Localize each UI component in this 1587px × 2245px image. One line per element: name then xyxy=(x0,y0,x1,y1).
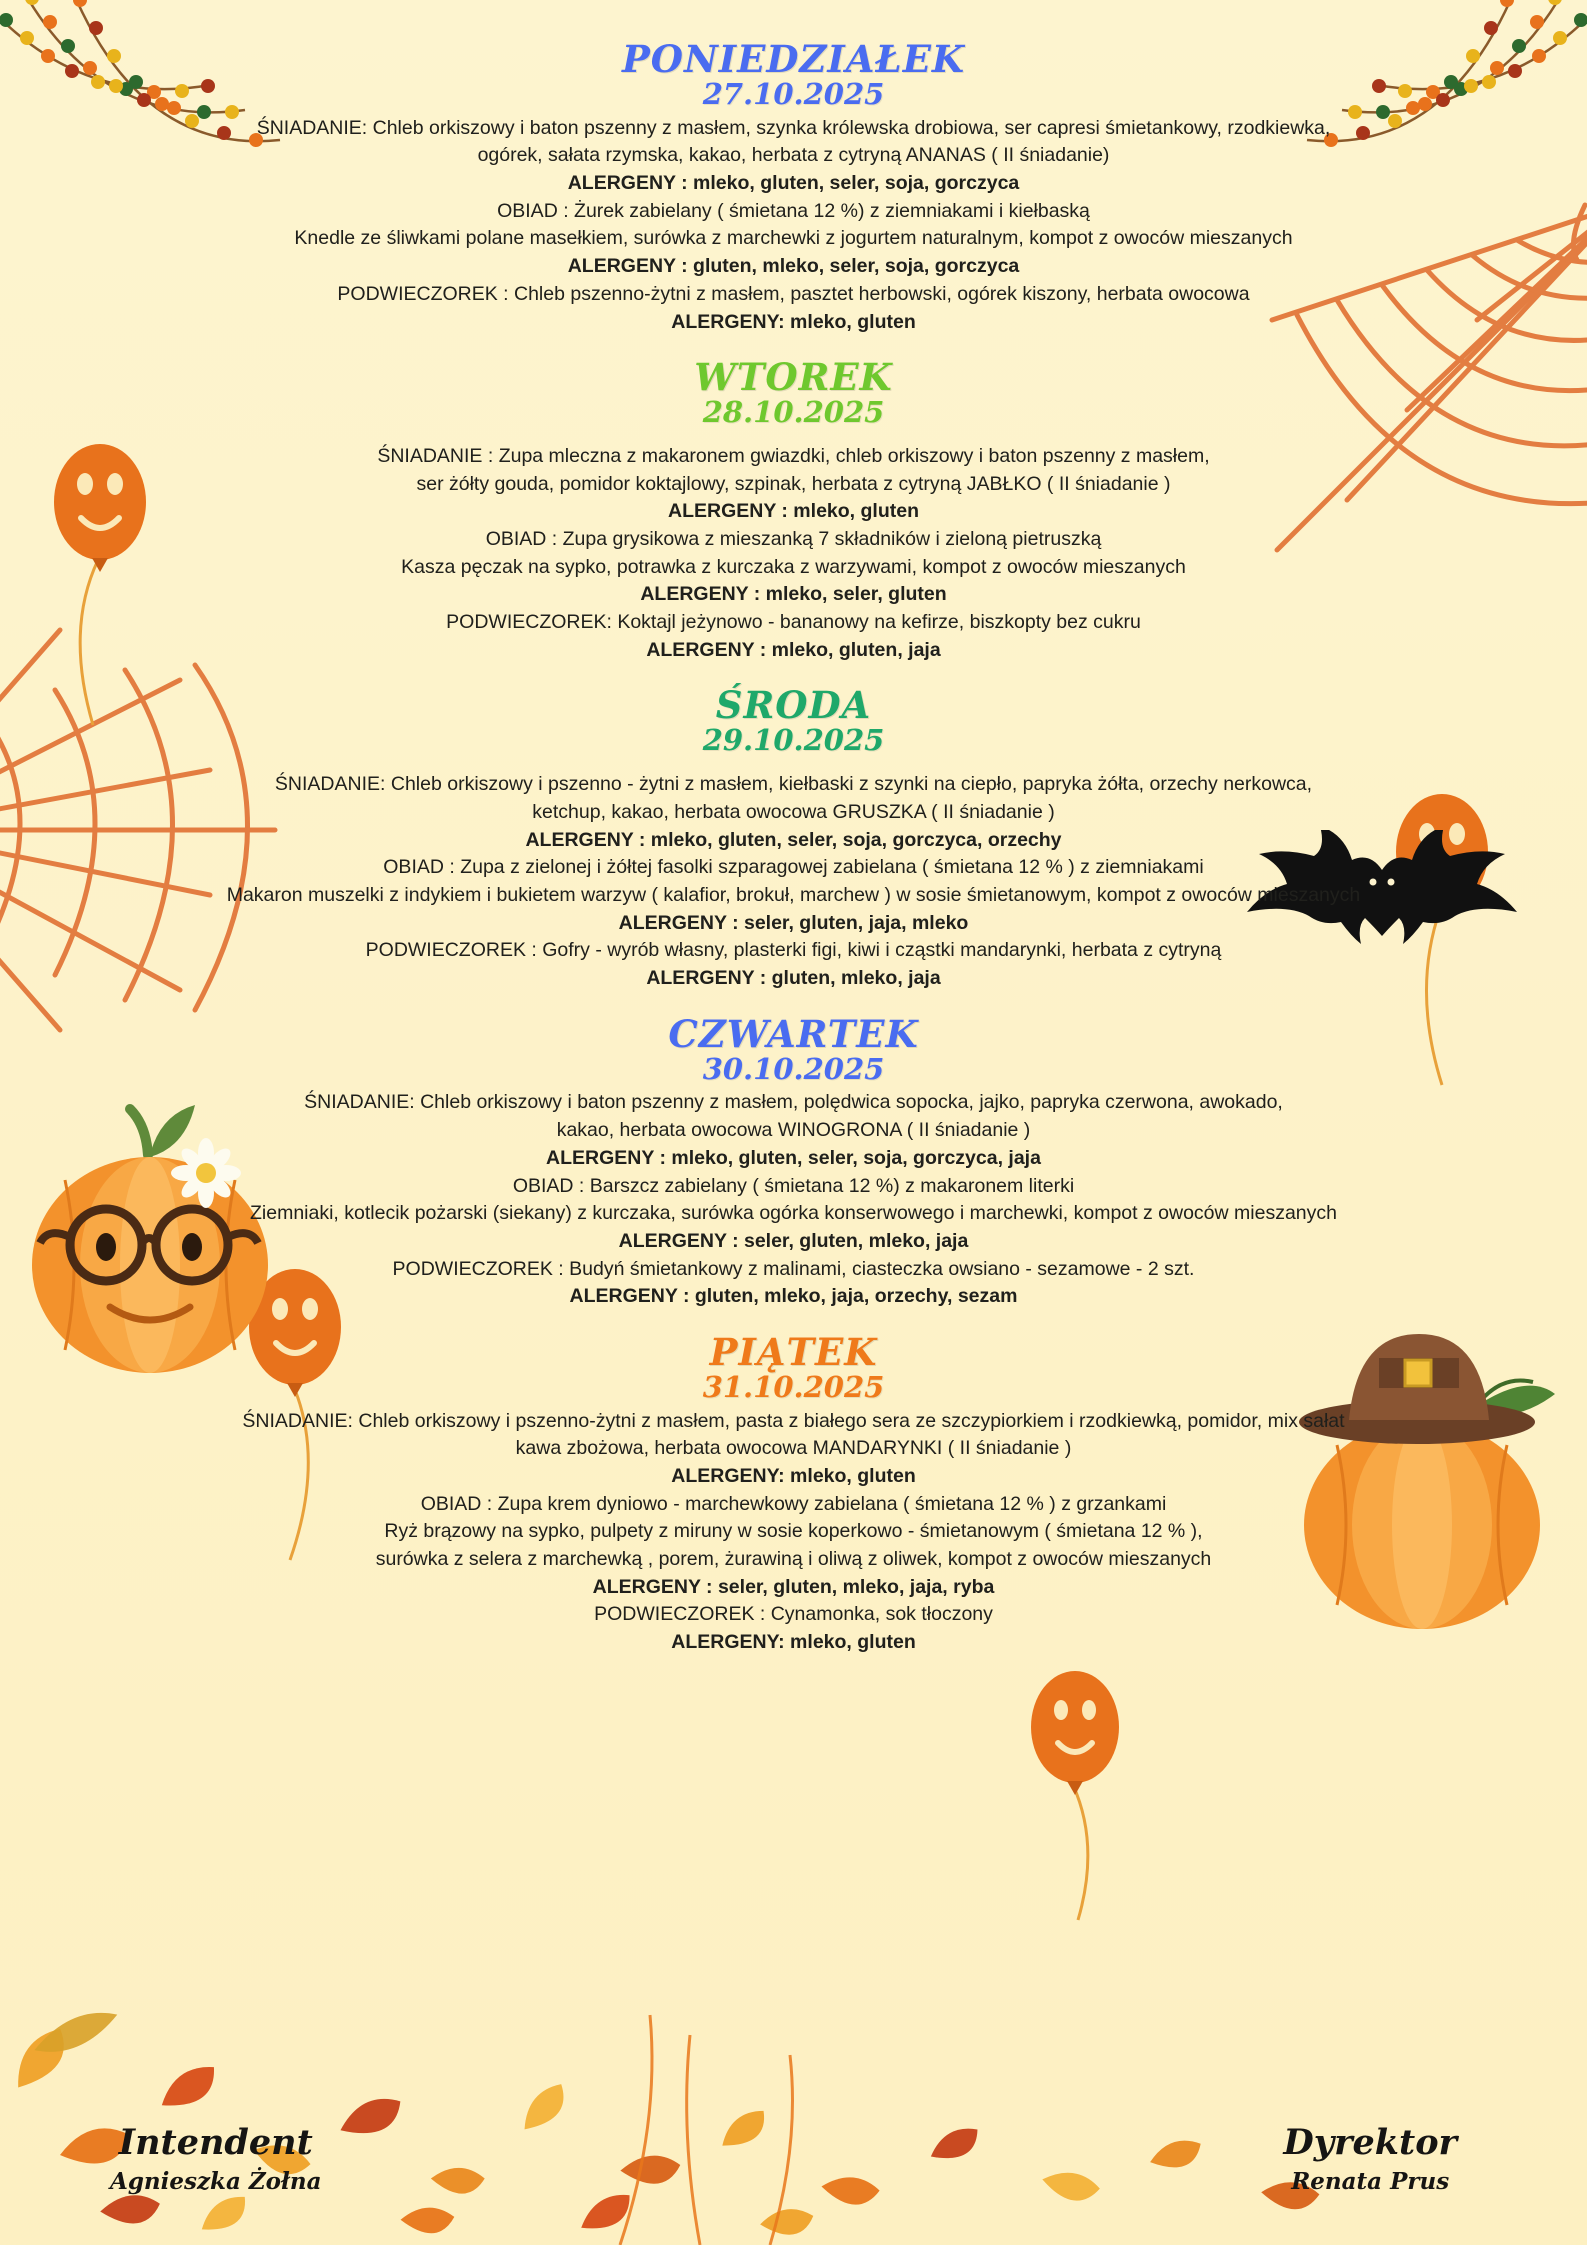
menu-line: OBIAD : Zupa grysikowa z mieszanką 7 składników i zieloną pietruszką xyxy=(485,528,1102,551)
allergens-line: ALERGENY : mleko, gluten xyxy=(667,500,919,523)
menu-line: PODWIECZOREK : Gofry - wyrób własny, plasterki figi, kiwi i cząstki mandarynki, herbata z cytryną xyxy=(365,939,1222,962)
menu-line: ŚNIADANIE: Chleb orkiszowy i baton pszenny z masłem, szynka królewska drobiowa, ser capresi śmietankowy, rzodkiewka, xyxy=(256,116,1331,139)
menu-line: Makaron muszelki z indykiem i bukietem warzyw ( kalafior, brokuł, marchew ) w sosie śmietanowym, kompot z owoców mieszanych xyxy=(226,883,1361,906)
allergens-line: ALERGENY: mleko, gluten xyxy=(671,1631,916,1654)
day-title: PIĄTEK xyxy=(709,1329,878,1374)
day-block-tuesday xyxy=(0,355,1587,664)
allergens-line: ALERGENY : mleko, gluten, seler, soja, gorczyca, orzechy xyxy=(525,828,1062,851)
signature-director xyxy=(1283,2121,1457,2196)
menu-line: Kasza pęczak na sypko, potrawka z kurczaka z warzywami, kompot z owoców mieszanych xyxy=(401,555,1186,578)
balloon-icon xyxy=(1020,1665,1130,1925)
day-date: 29.10.2025 xyxy=(702,723,885,758)
allergens-line: ALERGENY : mleko, gluten, seler, soja, gorczyca, jaja xyxy=(546,1146,1041,1169)
allergens-line: ALERGENY: mleko, gluten xyxy=(671,1465,916,1488)
menu-line: ketchup, kakao, herbata owocowa GRUSZKA ( II śniadanie ) xyxy=(532,800,1055,823)
day-date: 28.10.2025 xyxy=(702,395,885,430)
menu-line: ŚNIADANIE: Chleb orkiszowy i pszenno - żytni z masłem, kiełbaski z szynki na ciepło, papryka żółta, orzechy nerkowca, xyxy=(274,773,1313,796)
allergens-line: ALERGENY : gluten, mleko, jaja, orzechy, sezam xyxy=(569,1285,1018,1308)
menu-line: OBIAD : Zupa z zielonej i żółtej fasolki szparagowej zabielana ( śmietana 12 % ) z ziemniakami xyxy=(383,856,1204,879)
day-block-friday xyxy=(0,1329,1587,1657)
menu-line: ŚNIADANIE: Chleb orkiszowy i pszenno-żytni z masłem, pasta z białego sera ze szczypiorkiem i rzodkiewką, pomidor, mix sałat xyxy=(242,1409,1345,1432)
menu-line: Ryż brązowy na sypko, pulpety z miruny w sosie koperkowo - śmietanowym ( śmietana 12 % ), xyxy=(384,1520,1203,1543)
day-title: PONIEDZIAŁEK xyxy=(621,37,966,81)
menu-line: ŚNIADANIE: Chleb orkiszowy i baton pszenny z masłem, polędwica sopocka, jajko, papryka czerwona, awokado, xyxy=(304,1091,1283,1114)
allergens-line: ALERGENY : mleko, gluten, jaja xyxy=(646,638,941,661)
signature-area xyxy=(0,2075,1587,2205)
signature-intendent xyxy=(110,2121,322,2196)
menu-line: PODWIECZOREK : Chleb pszenno-żytni z masłem, pasztet herbowski, ogórek kiszony, herbata owocowa xyxy=(337,282,1250,305)
menu-line: Knedle ze śliwkami polane masełkiem, surówka z marchewki z jogurtem naturalnym, kompot z owoców mieszanych xyxy=(294,227,1293,250)
day-block-monday xyxy=(0,37,1587,336)
allergens-line: ALERGENY : seler, gluten, mleko, jaja, ryba xyxy=(592,1575,995,1598)
menu-line: PODWIECZOREK : Budyń śmietankowy z malinami, ciasteczka owsiano - sezamowe - 2 szt. xyxy=(392,1257,1195,1280)
menu-line: OBIAD : Żurek zabielany ( śmietana 12 %) z ziemniakami i kiełbaską xyxy=(497,199,1090,222)
day-block-wednesday xyxy=(0,683,1587,992)
day-title: WTOREK xyxy=(694,355,893,400)
menu-line: ogórek, sałata rzymska, kakao, herbata z cytryną ANANAS ( II śniadanie) xyxy=(477,144,1110,167)
allergens-line: ALERGENY : mleko, seler, gluten xyxy=(640,583,947,606)
menu-line: Ziemniaki, kotlecik pożarski (siekany) z kurczaka, surówka ogórka konserwowego i marchewki, kompot z owoców mieszanych xyxy=(250,1202,1337,1225)
menu-line: kakao, herbata owocowa WINOGRONA ( II śniadanie ) xyxy=(556,1119,1031,1142)
day-date: 31.10.2025 xyxy=(702,1369,885,1404)
allergens-line: ALERGENY: mleko, gluten xyxy=(671,310,916,333)
allergens-line: ALERGENY : mleko, gluten, seler, soja, gorczyca xyxy=(567,172,1020,195)
day-date: 30.10.2025 xyxy=(702,1051,885,1086)
menu-line: OBIAD : Barszcz zabielany ( śmietana 12 %) z makaronem literki xyxy=(512,1174,1075,1197)
allergens-line: ALERGENY : gluten, mleko, jaja xyxy=(646,967,941,990)
signature-role: Dyrektor xyxy=(1283,2121,1457,2163)
menu-line: PODWIECZOREK: Koktajl jeżynowo - bananowy na kefirze, biszkopty bez cukru xyxy=(446,611,1141,634)
menu-line: kawa zbożowa, herbata owocowa MANDARYNKI ( II śniadanie ) xyxy=(515,1437,1072,1460)
allergens-line: ALERGENY : gluten, mleko, seler, soja, gorczyca xyxy=(567,255,1020,278)
menu-line: OBIAD : Zupa krem dyniowo - marchewkowy zabielana ( śmietana 12 % ) z grzankami xyxy=(420,1492,1167,1515)
allergens-line: ALERGENY : seler, gluten, jaja, mleko xyxy=(618,911,969,934)
menu-line: ŚNIADANIE : Zupa mleczna z makaronem gwiazdki, chleb orkiszowy i baton pszenny z masłem, xyxy=(377,444,1210,467)
day-block-thursday xyxy=(0,1011,1587,1311)
menu-line: PODWIECZOREK : Cynamonka, sok tłoczony xyxy=(594,1603,993,1626)
signature-name: Renata Prus xyxy=(1291,2168,1450,2195)
signature-name: Agnieszka Żołna xyxy=(110,2168,322,2195)
allergens-line: ALERGENY : seler, gluten, mleko, jaja xyxy=(618,1229,969,1252)
day-date: 27.10.2025 xyxy=(702,76,885,111)
menu-line: ser żółty gouda, pomidor koktajlowy, szpinak, herbata z cytryną JABŁKO ( II śniadanie ) xyxy=(416,472,1171,495)
day-title: CZWARTEK xyxy=(668,1011,919,1056)
menu-line: surówka z selera z marchewką , porem, żurawiną i oliwą z oliwek, kompot z owoców mieszanych xyxy=(375,1548,1212,1571)
signature-role: Intendent xyxy=(118,2121,313,2163)
day-title: ŚRODA xyxy=(715,683,872,728)
